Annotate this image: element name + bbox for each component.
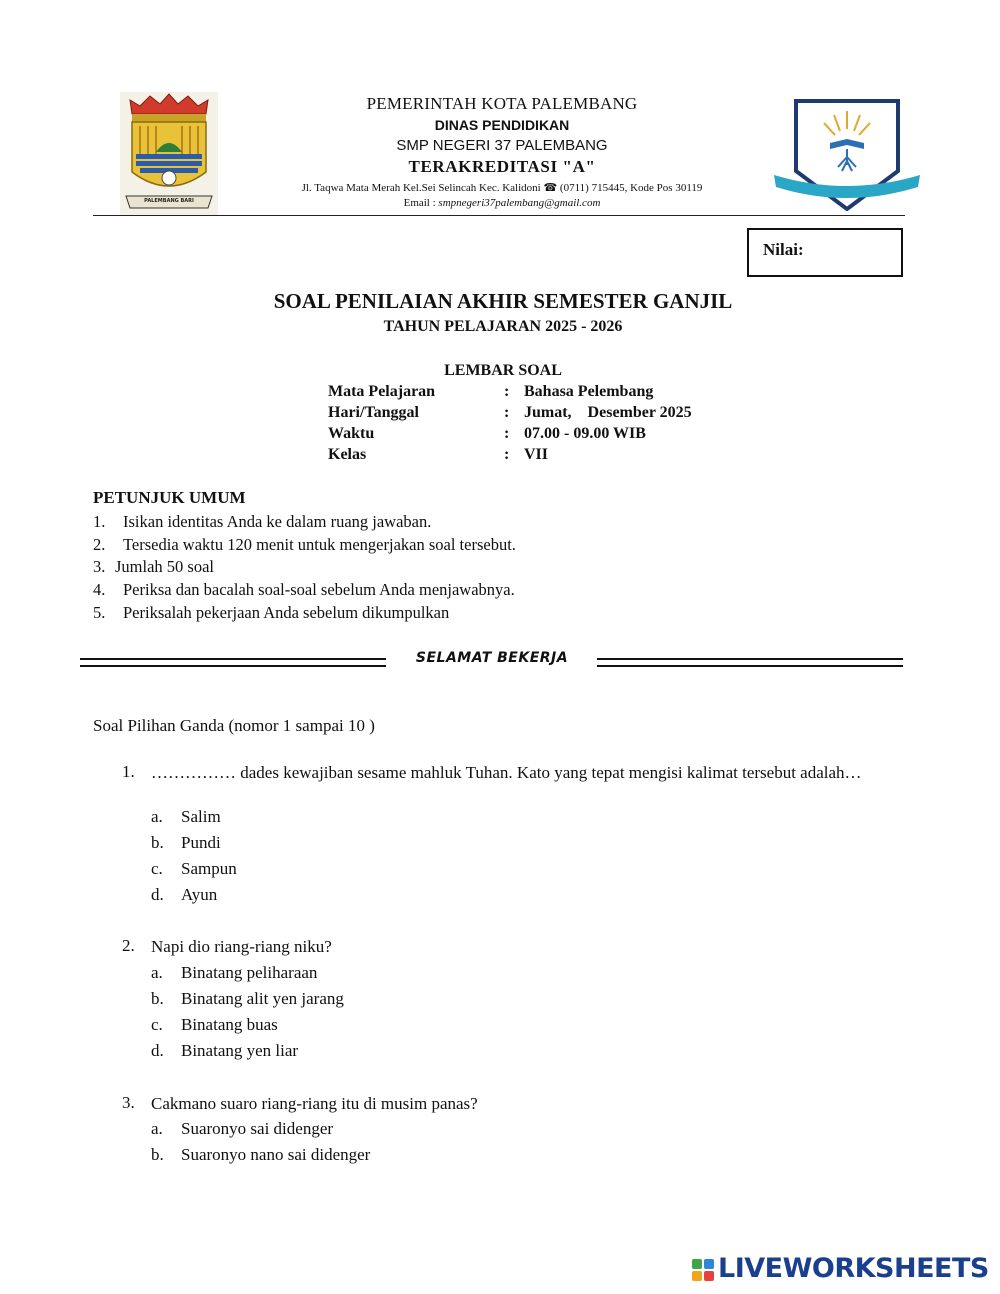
info-sep: :	[504, 404, 510, 421]
palembang-emblem-logo	[120, 92, 218, 216]
school-shield-banner-text: SMP NEGERI 37 PALEMBANG	[811, 177, 883, 182]
header-email-line	[250, 197, 754, 209]
liveworksheets-wordmark: LIVEWORKSHEETS	[718, 1253, 989, 1284]
option-text: Salim	[181, 807, 221, 826]
info-value: VII	[524, 446, 549, 463]
instruction-text: Tersedia waktu 120 menit untuk mengerjakan soal tersebut.	[123, 535, 516, 554]
option-text: Binatang peliharaan	[181, 963, 318, 982]
option-letter: a.	[151, 807, 163, 826]
instruction-number: 1.	[93, 512, 106, 531]
option-1b[interactable]	[0, 833, 1000, 855]
instruction-item	[93, 557, 214, 577]
option-2a[interactable]	[0, 963, 1000, 985]
option-letter: c.	[151, 1015, 163, 1034]
instruction-item	[93, 535, 516, 555]
liveworksheets-watermark	[692, 1253, 992, 1287]
info-row-date	[0, 404, 1000, 424]
question-text: …………… dades kewajiban sesame mahluk Tuhan. Kato yang tepat mengisi kalimat tersebut adalah…	[151, 763, 862, 782]
instruction-text: Periksalah pekerjaan Anda sebelum dikumpulkan	[123, 603, 450, 622]
question-number: 3.	[122, 1093, 135, 1112]
header-accreditation: TERAKREDITASI "A"	[408, 157, 596, 176]
instruction-number: 2.	[93, 535, 106, 554]
info-row-time	[0, 425, 1000, 445]
option-letter: a.	[151, 963, 163, 982]
question-number: 1.	[122, 762, 135, 781]
header-email: smpnegeri37palembang@gmail.com	[438, 197, 601, 209]
school-shield-logo	[772, 99, 922, 211]
option-letter: b.	[151, 833, 164, 852]
option-text: Binatang alit yen jarang	[181, 989, 344, 1008]
option-letter: b.	[151, 989, 164, 1008]
header-email-label: Email :	[403, 197, 439, 209]
option-text: Suaronyo sai didenger	[181, 1119, 334, 1138]
section-title: Soal Pilihan Ganda (nomor 1 sampai 10 )	[93, 716, 375, 735]
info-row-class	[0, 446, 1000, 466]
option-letter: b.	[151, 1145, 164, 1164]
instruction-number: 5.	[93, 603, 106, 622]
option-3b[interactable]	[0, 1145, 1000, 1167]
info-key: Waktu	[328, 425, 375, 442]
sheet-title: LEMBAR SOAL	[444, 362, 562, 379]
header-divider	[93, 215, 905, 216]
header-address: Jl. Taqwa Mata Merah Kel.Sei Selincah Kec. Kalidoni ☎ (0711) 715445, Kode Pos 30119	[301, 182, 703, 194]
instruction-number: 4.	[93, 580, 106, 599]
info-sep: :	[504, 383, 510, 400]
option-letter: d.	[151, 885, 164, 904]
option-letter: c.	[151, 859, 163, 878]
option-text: Sampun	[181, 859, 237, 878]
info-row-subject	[0, 383, 1000, 403]
instruction-text: Isikan identitas Anda ke dalam ruang jawaban.	[123, 512, 432, 531]
question-2	[0, 936, 1000, 958]
instruction-text: Jumlah 50 soal	[115, 557, 214, 576]
instructions-title: PETUNJUK UMUM	[93, 488, 246, 507]
option-2b[interactable]	[0, 989, 1000, 1011]
question-text: Cakmano suaro riang-riang itu di musim panas?	[151, 1094, 478, 1113]
banner-line-left	[80, 658, 386, 667]
question-text: Napi dio riang-riang niku?	[151, 937, 332, 956]
option-2c[interactable]	[0, 1015, 1000, 1037]
info-key: Mata Pelajaran	[328, 383, 436, 400]
info-value: Jumat, Desember 2025	[524, 404, 692, 421]
question-number: 2.	[122, 936, 135, 955]
nilai-label: Nilai:	[763, 240, 804, 259]
header-school: SMP NEGERI 37 PALEMBANG	[396, 137, 608, 154]
instruction-item	[93, 580, 515, 600]
banner-text: SELAMAT BEKERJA	[415, 650, 569, 666]
instruction-item	[93, 512, 431, 532]
info-key: Hari/Tanggal	[328, 404, 419, 421]
palembang-emblem-banner-text: PALEMBANG BARI	[144, 198, 194, 204]
banner-line-right	[597, 658, 903, 667]
info-sep: :	[504, 446, 510, 463]
option-1c[interactable]	[0, 859, 1000, 881]
instruction-number: 3.	[93, 557, 106, 576]
exam-year: TAHUN PELAJARAN 2025 - 2026	[383, 318, 623, 335]
option-letter: d.	[151, 1041, 164, 1060]
option-1d[interactable]	[0, 885, 1000, 907]
option-text: Binatang buas	[181, 1015, 278, 1034]
info-key: Kelas	[328, 446, 367, 463]
instruction-text: Periksa dan bacalah soal-soal sebelum Anda menjawabnya.	[123, 580, 515, 599]
instruction-item	[93, 603, 449, 623]
option-text: Ayun	[181, 885, 218, 904]
option-text: Pundi	[181, 833, 221, 852]
question-3	[0, 1093, 1000, 1115]
nilai-box[interactable]	[747, 228, 903, 277]
option-letter: a.	[151, 1119, 163, 1138]
option-text: Binatang yen liar	[181, 1041, 299, 1060]
option-3a[interactable]	[0, 1119, 1000, 1141]
question-1	[0, 762, 1000, 808]
exam-title: SOAL PENILAIAN AKHIR SEMESTER GANJIL	[273, 289, 733, 313]
header-department: DINAS PENDIDIKAN	[434, 117, 570, 133]
option-2d[interactable]	[0, 1041, 1000, 1063]
info-value: 07.00 - 09.00 WIB	[524, 425, 646, 442]
info-sep: :	[504, 425, 510, 442]
info-value: Bahasa Pelembang	[524, 383, 654, 400]
option-1a[interactable]	[0, 807, 1000, 829]
option-text: Suaronyo nano sai didenger	[181, 1145, 371, 1164]
header-government: PEMERINTAH KOTA PALEMBANG	[366, 94, 638, 113]
liveworksheets-logo-icon	[692, 1259, 714, 1281]
